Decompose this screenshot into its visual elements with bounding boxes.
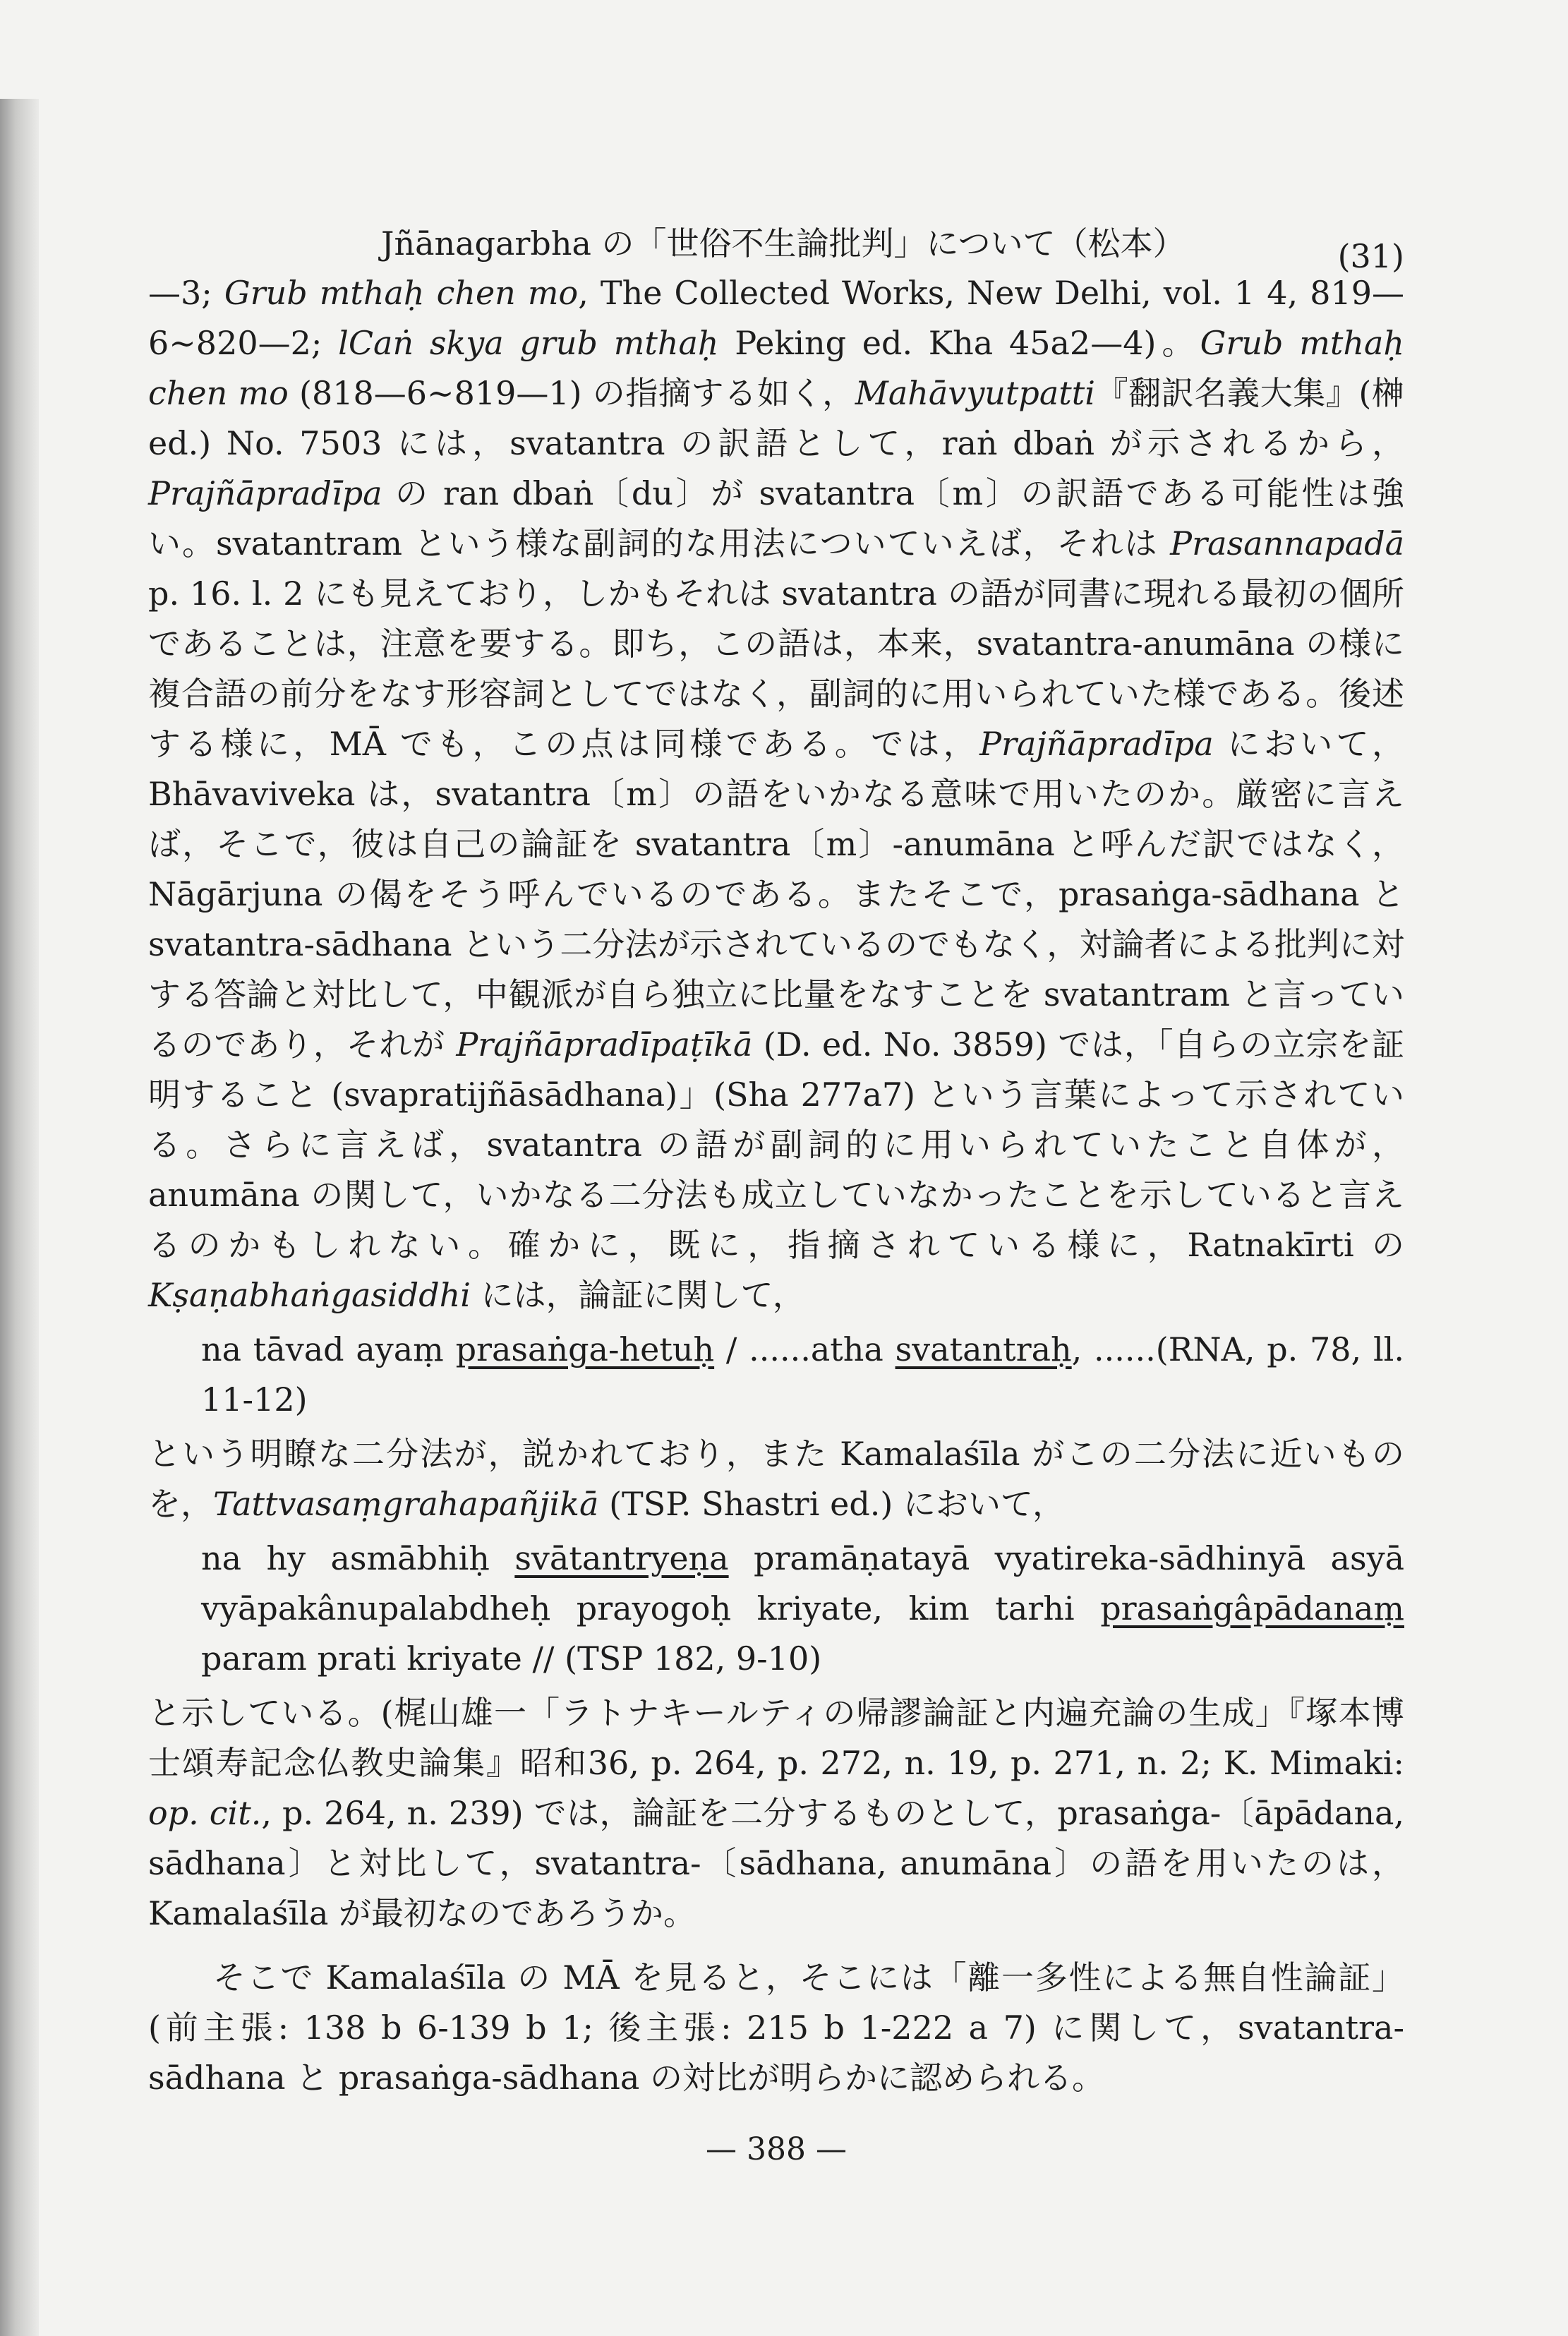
text-span: には，論証に関して， xyxy=(471,1276,805,1314)
underlined-term: prasaṅga-hetuḥ xyxy=(455,1330,715,1368)
text-span: という明瞭な二分法が，説かれており，また Kamalaśīla がこの二分法に近いものを， xyxy=(148,1435,1404,1523)
italic-title: Tattvasaṃgrahapañjikā xyxy=(213,1485,599,1523)
text-span: param prati kriyate // (TSP 182, 9-10) xyxy=(201,1639,822,1678)
paragraph-4 xyxy=(148,1953,1404,2103)
text-span: p. 16. l. 2 にも見えており，しかもそれは svatantra の語が同書に現れる最初の個所であることは，注意を要する。即ち，この語は，本来，svatantra-anumāna の様に複合語の前分をなす形容詞としてではなく，副詞的に用いられていた様である。後述する様に，MĀ でも，この点は同様である。では， xyxy=(148,574,1404,763)
text-span: の ran dbaṅ〔du〕が svatantra〔m〕の訳語である可能性は強い。svatantram という様な副詞的な用法についていえば，それは xyxy=(148,474,1404,562)
text-span: と示している。(梶山雄一「ラトナキールティの帰謬論証と内遍充論の生成」『塚本博士頌寿記念仏教史論集』昭和36, p. 264, p. 272, n. 19, p. 271, n. 2; K. Mimaki: xyxy=(148,1694,1404,1782)
quote-ratnakirti xyxy=(148,1325,1404,1425)
footer-page-number: — 388 — xyxy=(706,2131,847,2167)
text-span: na hy asmābhiḥ xyxy=(201,1539,515,1577)
italic-title: Prajñāpradīpa xyxy=(148,474,382,512)
underlined-term: svātantryeṇa xyxy=(514,1539,729,1577)
italic-title: op. cit. xyxy=(148,1794,262,1832)
running-head xyxy=(148,191,1404,275)
page-body xyxy=(148,191,1404,2174)
running-head-page-number: (31) xyxy=(1337,237,1404,275)
text-span: , ......(RNA, p. 78, ll. 11-12) xyxy=(201,1330,1404,1419)
italic-title: Kṣaṇabhaṅgasiddhi xyxy=(148,1276,471,1314)
text-span: Peking ed. Kha 45a2—4)。 xyxy=(718,324,1200,362)
text-span: (TSP. Shastri ed.) において， xyxy=(598,1485,1066,1523)
text-span: (D. ed. No. 3859) では，「自らの立宗を証明すること (svapratijñāsādhana)」(Sha 277a7) という言葉によって示されている。さらに言えば，svatantra の語が副詞的に用いられていたこと自体が，anumāna の関して，いかなる二分法も成立していなかったことを示していると言えるのかもしれない。確かに，既に，指摘されている様に，Ratnakīrti の xyxy=(148,1025,1405,1264)
text-span: 『翻訳名義大集』(榊 ed.) No. 7503 には，svatantra の訳語として，raṅ dbaṅ が示されるから， xyxy=(148,374,1404,462)
italic-title: Mahāvyutpatti xyxy=(855,374,1095,412)
text-span: , The Collected Works, New Delhi, vol. 1 4, 819—6∼820—2; xyxy=(148,274,1404,362)
text-span: pramāṇatayā vyatireka-sādhinyā asyā vyāpakânupalabdheḥ prayogoḥ kriyate, kim tarhi xyxy=(201,1539,1404,1627)
text-span: (818—6∼819—1) の指摘する如く， xyxy=(288,374,855,412)
italic-title: lCaṅ skya grub mthaḥ xyxy=(338,324,719,362)
text-span: —3; xyxy=(148,274,224,312)
underlined-term: svatantraḥ xyxy=(895,1330,1072,1368)
italic-title: Grub mthaḥ chen mo xyxy=(224,274,579,312)
text-span: na tāvad ayaṃ xyxy=(201,1330,456,1368)
italic-title: Grub mthaḥ chen mo xyxy=(148,324,1404,412)
quote-kamalasila xyxy=(148,1534,1404,1684)
scan-edge-shadow xyxy=(0,99,39,2336)
paragraph-3 xyxy=(148,1688,1404,1939)
italic-title: Prajñāpradīpaṭīkā xyxy=(456,1025,753,1064)
text-span: , p. 264, n. 239) では，論証を二分するものとして，prasaṅga-〔āpādana, sādhana〕と対比して，svatantra-〔sādhana, anumāna〕の語を用いたのは，Kamalaśīla が最初なのであろうか。 xyxy=(148,1794,1404,1932)
running-head-title: Jñānagarbha の「世俗不生論批判」について（松本） xyxy=(381,224,1186,263)
italic-title: Prasannapadā xyxy=(1170,524,1404,562)
underlined-term: prasaṅgâpādanaṃ xyxy=(1100,1589,1404,1627)
text-span: / ......atha xyxy=(714,1330,895,1368)
paragraph-2 xyxy=(148,1429,1404,1529)
paragraph-1 xyxy=(148,268,1404,1320)
italic-title: Prajñāpradīpa xyxy=(979,725,1214,763)
text-span: そこで Kamalaśīla の MĀ を見ると，そこには「離一多性による無自性論証」(前主張: 138 b 6-139 b 1; 後主張: 215 b 1-222 a 7) に関して，svatantra-sādhana と prasaṅga-sādhana の対比が明らかに認められる。 xyxy=(148,1958,1405,2097)
text-span: において，Bhāvaviveka は，svatantra〔m〕の語をいかなる意味で用いたのか。厳密に言えば，そこで，彼は自己の論証を svatantra〔m〕-anumāna と呼んだ訳ではなく，Nāgārjuna の偈をそう呼んでいるのである。またそこで，prasaṅga-sādhana と svatantra-sādhana という二分法が示されているのでもなく，対論者による批判に対する答論と対比して，中観派が自ら独立に比量をなすことを svatantram と言っているのであり，それが xyxy=(148,725,1404,1064)
